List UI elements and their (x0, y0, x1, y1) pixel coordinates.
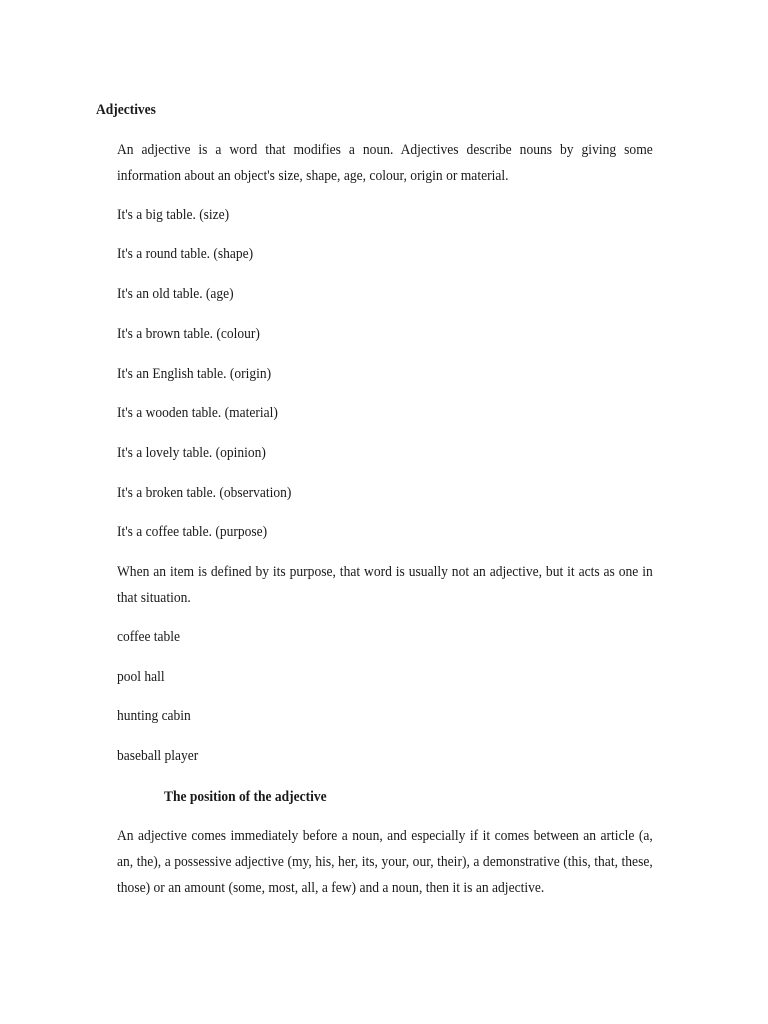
example-shape: It's a round table. (shape) (117, 246, 254, 262)
example-observation: It's a broken table. (observation) (117, 485, 292, 501)
example-purpose: It's a coffee table. (purpose) (117, 524, 268, 540)
example-age: It's an old table. (age) (117, 286, 234, 302)
purpose-example-hunting-cabin: hunting cabin (117, 708, 191, 724)
example-material: It's a wooden table. (material) (117, 405, 278, 421)
purpose-example-pool-hall: pool hall (117, 669, 165, 685)
example-opinion: It's a lovely table. (opinion) (117, 445, 266, 461)
purpose-note-paragraph: When an item is defined by its purpose, that word is usually not an adjective, but it acts as one in that situation. (117, 564, 653, 606)
document-title: Adjectives (96, 102, 156, 118)
position-paragraph: An adjective comes immediately before a noun, and especially if it comes between an article (a, an, the), a possessive adjective (my, his, her, its, your, our, their), a demonstrative (this, that, these, those) or an amount (some, most, all, a few) and a noun, then it is an adjective. (117, 828, 653, 896)
section-heading: The position of the adjective (164, 789, 327, 805)
purpose-example-baseball-player: baseball player (117, 748, 199, 764)
purpose-example-coffee-table: coffee table (117, 629, 181, 645)
intro-paragraph: An adjective is a word that modifies a noun. Adjectives describe nouns by giving some information about an object's size, shape, age, colour, origin or material. (117, 142, 653, 184)
example-origin: It's an English table. (origin) (117, 366, 272, 382)
example-size: It's a big table. (size) (117, 207, 230, 223)
example-colour: It's a brown table. (colour) (117, 326, 260, 342)
